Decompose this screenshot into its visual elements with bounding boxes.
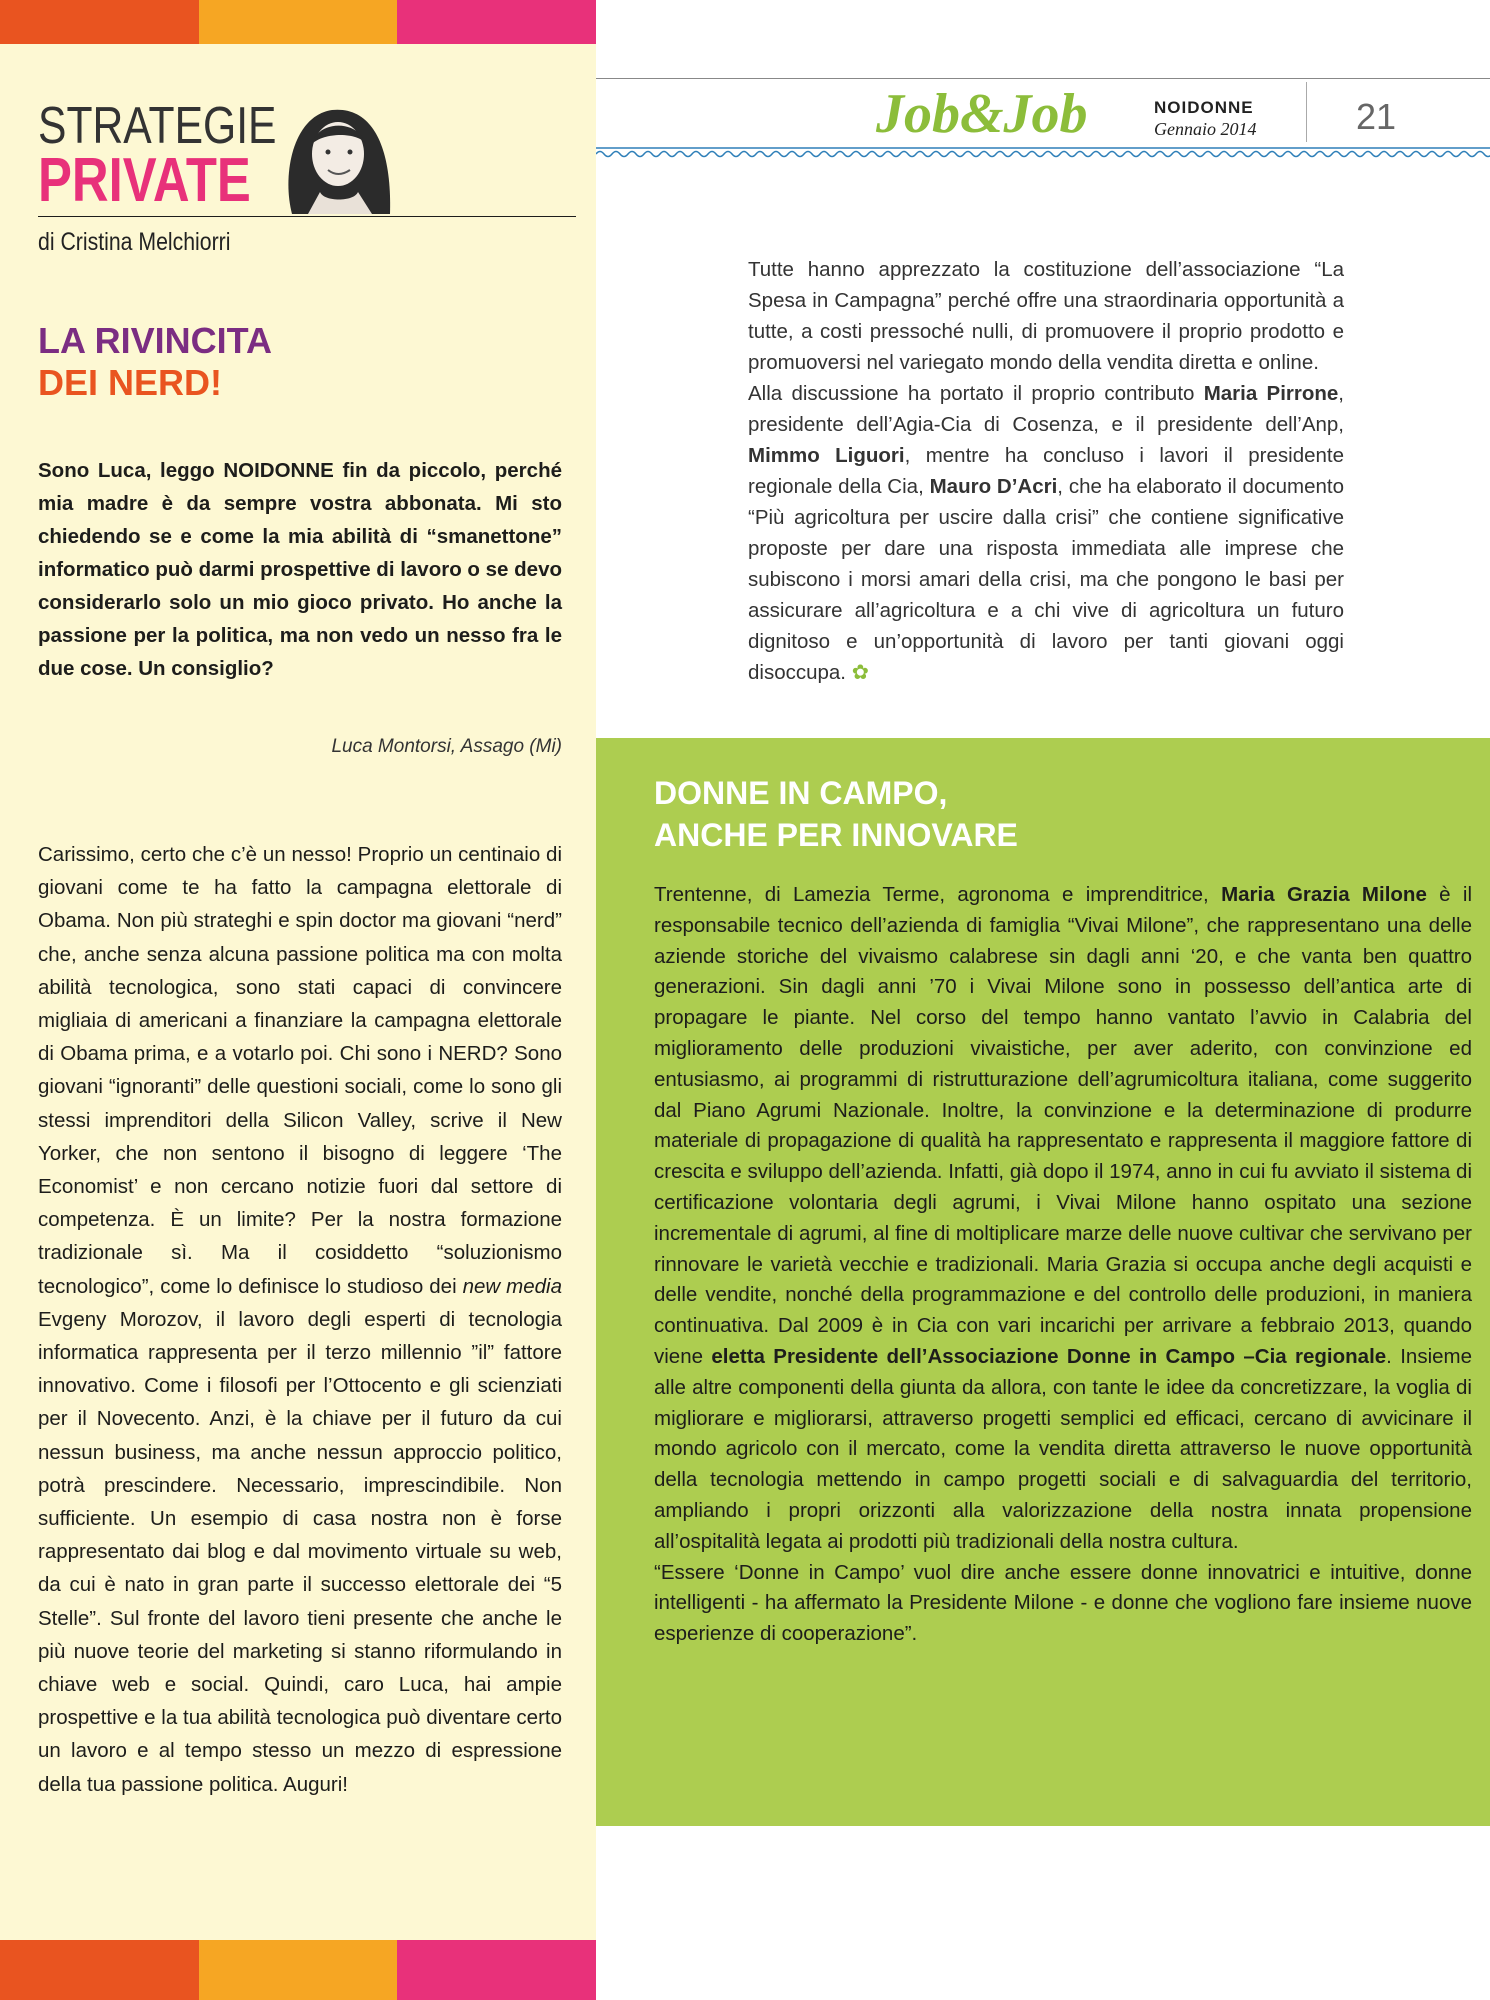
box-headline-line-1: DONNE IN CAMPO, (654, 775, 948, 811)
headline-line-2: DEI NERD! (38, 362, 223, 403)
name-maria-pirrone: Maria Pirrone (1203, 382, 1339, 405)
continuation-paragraph-1: Tutte hanno apprezzato la costituzione dell’associazione “La Spesa in Campagna” perché offre una straordinaria opportunità a tutte, a costi pressoché nulli, di promuovere il proprio prodotto e promuoversi nel variegato mondo della vendita diretta e online. (748, 258, 1344, 374)
name-maria-grazia-milone: Maria Grazia Milone (1221, 883, 1427, 906)
feature-box (596, 738, 1490, 1826)
column-title-accent: PRIVATE (38, 146, 251, 215)
column-reply (38, 838, 562, 1801)
elected-president-phrase: eletta Presidente dell’Associazione Donne in Campo –Cia regionale (711, 1344, 1387, 1368)
advice-column (0, 0, 596, 2000)
box-headline-line-2: ANCHE PER INNOVARE (654, 817, 1018, 853)
name-mauro-dacri: Mauro D’Acri (929, 475, 1058, 498)
page-header (596, 78, 1490, 168)
page-number: 21 (1356, 96, 1397, 137)
issue-date: Gennaio 2014 (1154, 119, 1257, 139)
headline-line-1: LA RIVINCITA (38, 320, 272, 361)
box-body (654, 880, 1472, 1650)
header-rule (596, 78, 1490, 79)
reply-text-2: Evgeny Morozov, il lavoro degli esperti di tecnologia informatica rappresenta per il terzo millennio ”il” fattore innovativo. Come i filosofi per l’Ottocento e gli scienziati per il Novecento. Anzi, è la chiave per il futuro da cui nessun business, ma anche nessun approccio politico, potrà prescindere. Necessario, imprescindibile. Non sufficiente. Un esempio di casa nostra non è forse rappresentato dai blog e dal movimento virtuale su web, da cui è nato in gran parte il successo elettorale dei “5 Stelle”. Sul fronte del lavoro tieni presente che anche le più nuove teorie del marketing si stanno riformulando in chiave web e social. Quindi, caro Luca, hai ampie prospettive e la tua abilità tecnologica può diventare certo un lavoro e al tempo stesso un mezzo di espressione della tua passione politica. Auguri! (38, 1307, 562, 1796)
box-paragraph-1: Trentenne, di Lamezia Terme, agronoma e imprenditrice, Maria Grazia Milone è il responsabile tecnico dell’azienda di famiglia “Vivai Milone”, che rappresentano una delle aziende storiche del vivaismo calabrese sin dagli anni ‘20, e che vanta ben quattro generazioni. Sin dagli anni ’70 i Vivai Milone sono in possesso dell’antica arte di propagare le piante. Nel corso del tempo hanno vantato l’avvio in Calabria del miglioramento delle produzioni vivaistiche, per aver aderito, con convinzione ed entusiasmo, ai programmi di ristrutturazione dell’agrumicoltura italiana, come suggerito dal Piano Agrumi Nazionale. Inoltre, la convinzione e la determinazione di produrre materiale di propagazione di qualità ha rappresentato e rappresenta il maggiore fattore di crescita e sviluppo dell’azienda. Infatti, già dopo il 1974, anno in cui fu avviato il sistema di certificazione volontaria degli agrumi, i Vivai Milone hanno ospitato una sezione incrementale di agrumi, al fine di moltiplicare marze delle nuove cultivar che servivano per rinnovare le varietà vecchie e tradizionali. Maria Grazia si occupa anche degli acquisti e delle vendite, nonché della programmazione e del controllo delle produzioni, in maniera continuativa. Dal 2009 è in Cia con vari incarichi per arrivare a febbraio 2013, quando viene eletta Presidente dell’Associazione Donne in Campo –Cia regionale. Insieme alle altre componenti della giunta da allora, con tante le idee da concretizzare, la voglia di migliorare e migliorarsi, attraverso progetti semplici ed efficaci, cercano di avvicinare il mondo agricolo con il mercato, come la vendita diretta attraverso le nuove opportunità della tecnologia mettendo in campo progetti sociali e di salvaguardia del territorio, ampliando i propri orizzonti alla valorizzazione della nostra innata propensione all’ospitalità legata ai prodotti più tradizionali della nostra cultura. (654, 883, 1473, 1553)
author-byline: di Cristina Melchiorri (38, 228, 231, 256)
wave-rule (596, 146, 1490, 158)
reply-text-1: Carissimo, certo che c’è un nesso! Proprio un centinaio di giovani come te ha fatto la campagna elettorale di Obama. Non più strateghi e spin doctor ma giovani “nerd” che, anche senza alcuna passione politica ma con molta abilità tecnologica, sono stati capaci di convincere migliaia di americani a finanziare la campagna elettorale di Obama prima, e a votarlo poi. Chi sono i NERD? Sono giovani “ignoranti” delle questioni sociali, come lo sono gli stessi imprenditori della Silicon Valley, scrive il New Yorker, che non sentono il bisogno di leggere ‘The Economist’ e non cercano notizie fuori dal settore di competenza. È un limite? Per la nostra formazione tradizionale sì. Ma il cosiddetto “soluzionismo tecnologico”, come lo definisce lo studioso dei (38, 843, 562, 1298)
continuation-paragraph-2: Alla discussione ha portato il proprio contributo Maria Pirrone, presidente dell’Agia-Cia di Cosenza, e il presidente dell’Anp, Mimmo Liguori, mentre ha concluso i lavori il presidente regionale della Cia, Mauro D’Acri, che ha elaborato il documento “Più agricoltura per uscire dalla crisi” che contiene significative proposte per dare una risposta immediata alle imprese che subiscono i morsi amari della crisi, ma che pongono le basi per assicurare all’agricoltura e a chi vive di agricoltura un futuro dignitoso e un’opportunità di lavoro per tanti giovani oggi disoccupa. ✿ (748, 382, 1344, 684)
author-portrait (262, 96, 402, 214)
box-paragraph-2: “Essere ‘Donne in Campo’ vuol dire anche essere donne innovatrici e intuitive, donne intelligenti - ha affermato la Presidente Milone - e donne che vogliono fare insieme nuove esperienze di cooperazione”. (654, 1560, 1472, 1646)
color-stripe-bottom (0, 1940, 596, 2000)
article-continuation (748, 254, 1344, 688)
article-headline (38, 320, 272, 404)
color-stripe-top (0, 0, 596, 44)
box-headline (654, 772, 1018, 856)
name-mimmo-liguori: Mimmo Liguori (748, 444, 905, 467)
title-rule (38, 216, 576, 217)
leaf-flower-icon: ✿ (851, 661, 869, 684)
letter-signature: Luca Montorsi, Assago (Mi) (331, 736, 562, 757)
magazine-name: NOIDONNE (1154, 98, 1254, 117)
header-divider (1306, 82, 1307, 142)
reader-letter: Sono Luca, leggo NOIDONNE fin da piccolo, perché mia madre è da sempre vostra abbonata. Mi sto chiedendo se e come la mia abilità di “smanettone” informatico può darmi prospettive di lavoro o se devo considerarlo solo un mio gioco privato. Ho anche la passione per la politica, ma non vedo un nesso fra le due cose. Un consiglio? (38, 459, 562, 680)
reply-italic: new media (462, 1274, 563, 1298)
section-title: Job&Job (876, 83, 1088, 145)
column-title: STRATEGIE (38, 97, 277, 155)
